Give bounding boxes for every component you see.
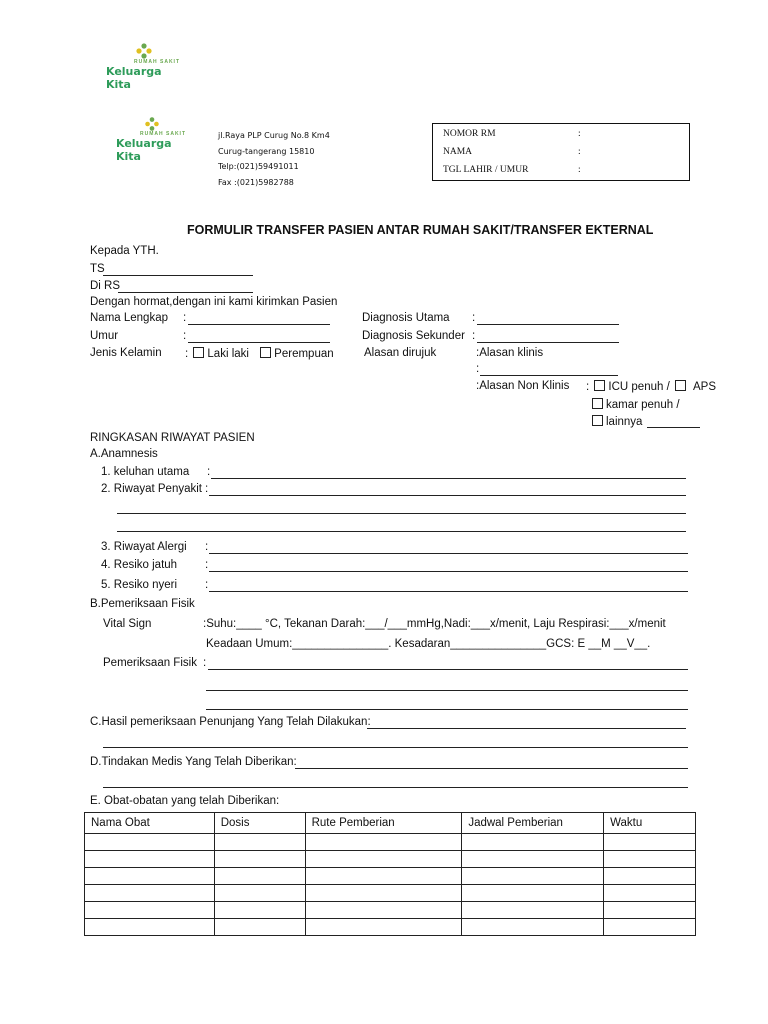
nomor-rm-label: NOMOR RM: [443, 129, 496, 139]
diagnosis-sekunder-label: Diagnosis Sekunder: [362, 330, 465, 342]
icu-penuh-label: ICU penuh /: [608, 381, 670, 393]
kepada-label: Kepada YTH.: [90, 245, 159, 257]
tgl-lahir-label: TGL LAHIR / UMUR: [443, 165, 529, 175]
keluhan-utama-field[interactable]: [211, 478, 686, 479]
table-cell[interactable]: [604, 868, 696, 885]
table-cell[interactable]: [305, 834, 462, 851]
laki-laki-label: Laki laki: [207, 348, 249, 360]
form-title: FORMULIR TRANSFER PASIEN ANTAR RUMAH SAKIT/TRANSFER EKTERNAL: [187, 223, 654, 237]
address-line: Telp:(021)59491011: [218, 162, 299, 171]
table-cell[interactable]: [305, 902, 462, 919]
tindakan-field[interactable]: [295, 768, 688, 769]
table-cell[interactable]: [462, 919, 604, 936]
table-cell[interactable]: [214, 919, 305, 936]
ts-field[interactable]: [103, 275, 253, 276]
tindakan-label: D.Tindakan Medis Yang Telah Diberikan:: [90, 756, 297, 768]
address-line: Curug-tangerang 15810: [218, 146, 315, 156]
diagnosis-utama-label: Diagnosis Utama: [362, 312, 450, 324]
colon: :: [185, 348, 189, 360]
aps-checkbox[interactable]: [675, 380, 686, 391]
resiko-jatuh-label: 4. Resiko jatuh: [101, 559, 178, 571]
table-cell[interactable]: [305, 851, 462, 868]
lainnya-label: lainnya: [606, 416, 643, 428]
ts-label: TS: [90, 263, 105, 275]
laki-laki-checkbox[interactable]: [193, 347, 204, 358]
medications-table: [84, 812, 696, 936]
table-cell[interactable]: [604, 902, 696, 919]
table-cell[interactable]: [214, 885, 305, 902]
diagnosis-utama-field[interactable]: [477, 324, 619, 325]
pemeriksaan-fisik-heading: B.Pemeriksaan Fisik: [90, 598, 195, 610]
column-header: Rute Pemberian: [305, 813, 462, 834]
table-row: [85, 919, 696, 936]
di-rs-field[interactable]: [118, 292, 253, 293]
table-header-row: [85, 813, 696, 834]
table-cell[interactable]: [305, 868, 462, 885]
colon: :: [472, 312, 476, 324]
colon: :: [472, 330, 476, 342]
table-cell[interactable]: [604, 919, 696, 936]
hospital-logo-header: [116, 116, 196, 163]
table-row: [85, 868, 696, 885]
riwayat-penyakit-field-2[interactable]: [117, 513, 686, 514]
nama-label: NAMA: [443, 147, 473, 157]
patient-id-box: [432, 123, 690, 181]
di-rs-label: Di RS: [90, 280, 121, 292]
colon: :: [183, 330, 187, 342]
penunjang-label: C.Hasil pemeriksaan Penunjang Yang Telah Dilakukan:: [90, 716, 371, 728]
alasan-dirujuk-label: Alasan dirujuk: [364, 347, 437, 359]
kamar-penuh-checkbox[interactable]: [592, 398, 603, 409]
table-cell[interactable]: [214, 851, 305, 868]
column-header: Nama Obat: [85, 813, 215, 834]
table-cell[interactable]: [305, 885, 462, 902]
kamar-penuh-label: kamar penuh /: [606, 399, 680, 411]
icu-penuh-checkbox[interactable]: [594, 380, 605, 391]
riwayat-penyakit-field[interactable]: [209, 495, 686, 496]
logo-subtitle: RUMAH SAKIT: [140, 131, 186, 137]
riwayat-penyakit-label: 2. Riwayat Penyakit: [101, 483, 202, 495]
colon: :: [203, 657, 207, 669]
table-cell[interactable]: [214, 902, 305, 919]
table-cell[interactable]: [604, 851, 696, 868]
table-cell[interactable]: [462, 834, 604, 851]
table-cell[interactable]: [462, 868, 604, 885]
table-cell[interactable]: [85, 885, 215, 902]
ringkasan-heading: RINGKASAN RIWAYAT PASIEN: [90, 432, 255, 444]
anamnesis-heading: A.Anamnesis: [90, 448, 158, 460]
penunjang-field-2[interactable]: [103, 747, 688, 748]
colon: :: [205, 541, 209, 553]
pemeriksaan-fisik-field-3[interactable]: [206, 709, 688, 710]
keluhan-utama-label: 1. keluhan utama: [101, 466, 190, 478]
table-cell[interactable]: [462, 902, 604, 919]
keadaan-umum-fields[interactable]: Keadaan Umum:_______________. Kesadaran_______________GCS: E __M __V__.: [206, 638, 651, 650]
table-cell[interactable]: [214, 868, 305, 885]
pemeriksaan-fisik-field[interactable]: [208, 669, 688, 670]
perempuan-label: Perempuan: [274, 348, 334, 360]
table-cell[interactable]: [85, 834, 215, 851]
obat-heading: E. Obat-obatan yang telah Diberikan:: [90, 795, 280, 807]
hospital-logo-top: [106, 42, 186, 91]
table-row: [85, 885, 696, 902]
alasan-klinis-field[interactable]: [480, 375, 618, 376]
logo-flower-icon: [135, 42, 153, 60]
pemeriksaan-fisik-label: Pemeriksaan Fisik: [103, 657, 197, 669]
nomor-rm-field[interactable]: :: [578, 129, 581, 139]
alasan-klinis-label: :Alasan klinis: [476, 347, 544, 359]
riwayat-alergi-field[interactable]: [209, 553, 688, 554]
column-header: Dosis: [214, 813, 305, 834]
logo-name: Keluarga Kita: [106, 65, 162, 91]
colon: :: [207, 466, 211, 478]
aps-label: APS: [692, 381, 716, 393]
address-line: Fax :(021)5982788: [218, 177, 294, 187]
table-cell[interactable]: [214, 834, 305, 851]
nama-lengkap-label: Nama Lengkap: [90, 312, 168, 324]
colon: :: [183, 312, 187, 324]
riwayat-alergi-label: 3. Riwayat Alergi: [101, 541, 187, 553]
table-cell[interactable]: [85, 902, 215, 919]
table-cell[interactable]: [604, 834, 696, 851]
vital-sign-fields[interactable]: :Suhu:____ °C, Tekanan Darah:___/___mmHg,Nadi:___x/menit, Laju Respirasi:___x/menit: [203, 618, 666, 630]
address-line: jl.Raya PLP Curug No.8 Km4: [218, 131, 330, 140]
pemeriksaan-fisik-field-2[interactable]: [206, 690, 688, 691]
vital-sign-label: Vital Sign: [103, 618, 152, 630]
alasan-non-klinis-label: :Alasan Non Klinis: [476, 380, 570, 392]
logo-name: Keluarga Kita: [116, 137, 172, 163]
penunjang-field[interactable]: [367, 728, 686, 729]
riwayat-penyakit-field-3[interactable]: [117, 531, 686, 532]
table-row: [85, 851, 696, 868]
resiko-nyeri-label: 5. Resiko nyeri: [101, 579, 178, 591]
colon: :: [205, 483, 209, 495]
column-header: Waktu: [604, 813, 696, 834]
jenis-kelamin-options: [185, 347, 334, 360]
resiko-jatuh-field[interactable]: [209, 571, 688, 572]
table-cell[interactable]: [85, 868, 215, 885]
logo-subtitle: RUMAH SAKIT: [134, 59, 180, 65]
umur-field[interactable]: [188, 342, 330, 343]
colon: :: [586, 381, 590, 393]
nama-field[interactable]: :: [578, 147, 581, 157]
tgl-lahir-field[interactable]: :: [578, 165, 581, 175]
table-row: [85, 834, 696, 851]
column-header: Jadwal Pemberian: [462, 813, 604, 834]
table-row: [85, 902, 696, 919]
table-cell[interactable]: [462, 851, 604, 868]
lainnya-field[interactable]: [647, 427, 700, 428]
table-cell[interactable]: [305, 919, 462, 936]
colon: :: [205, 559, 209, 571]
non-klinis-option-row-3: [590, 415, 642, 428]
table-cell[interactable]: [85, 919, 215, 936]
resiko-nyeri-field[interactable]: [209, 591, 688, 592]
non-klinis-option-row-1: [586, 380, 716, 393]
jenis-kelamin-label: Jenis Kelamin: [90, 347, 162, 359]
table-cell[interactable]: [604, 885, 696, 902]
hospital-address: [218, 128, 330, 190]
logo-flower-icon: [144, 116, 160, 132]
greeting-text: Dengan hormat,dengan ini kami kirimkan Pasien: [90, 296, 338, 308]
colon: :: [476, 363, 480, 375]
diagnosis-sekunder-field[interactable]: [477, 342, 619, 343]
table-cell[interactable]: [462, 885, 604, 902]
colon: :: [205, 579, 209, 591]
tindakan-field-2[interactable]: [103, 787, 688, 788]
umur-label: Umur: [90, 330, 119, 342]
nama-lengkap-field[interactable]: [188, 324, 330, 325]
non-klinis-option-row-2: [590, 398, 680, 411]
lainnya-checkbox[interactable]: [592, 415, 603, 426]
perempuan-checkbox[interactable]: [260, 347, 271, 358]
table-cell[interactable]: [85, 851, 215, 868]
